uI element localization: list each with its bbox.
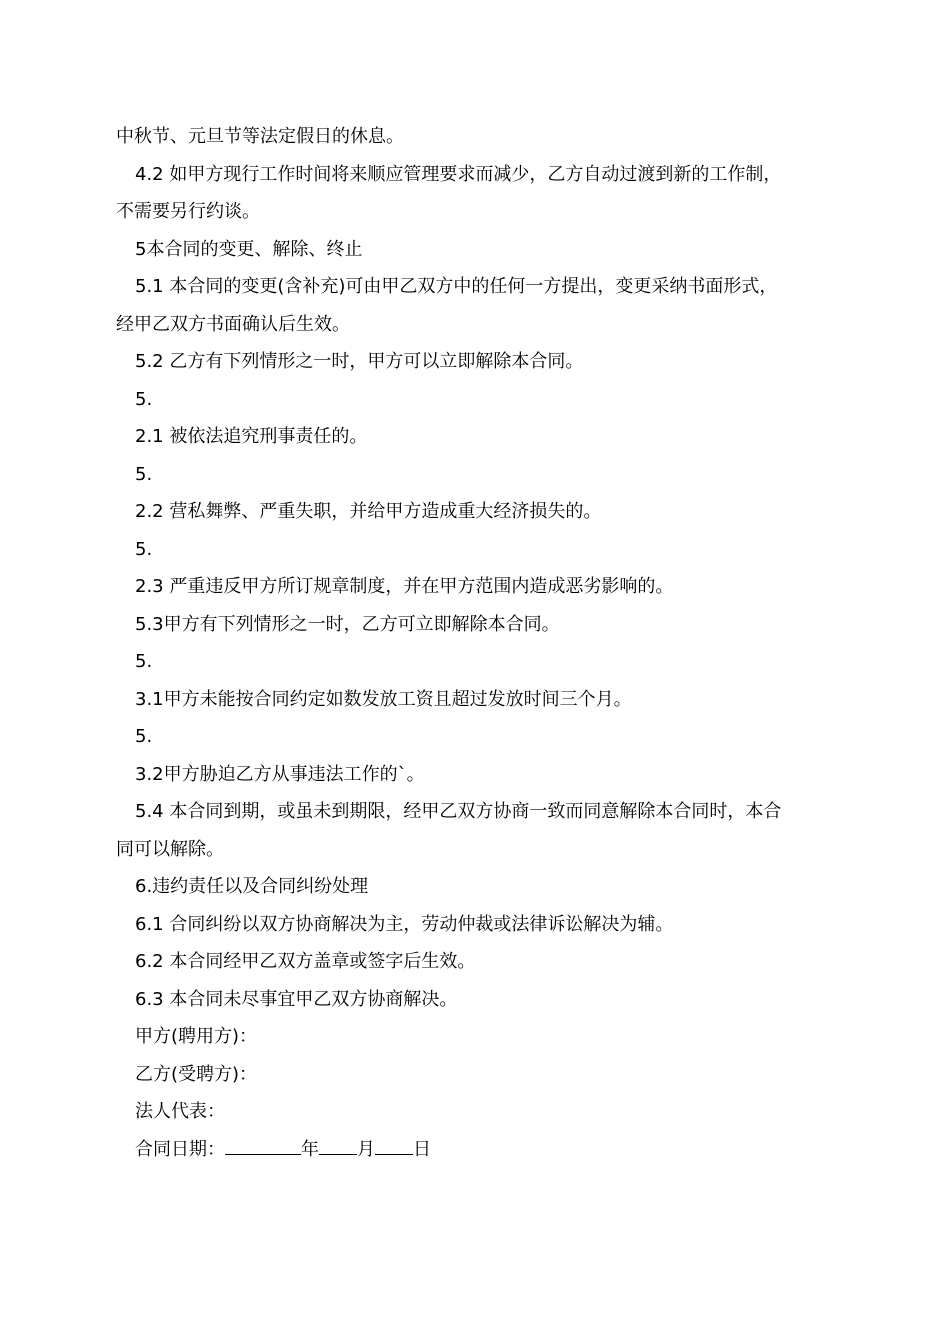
month-label: 月 [357, 1138, 375, 1160]
text-line: 5. [135, 538, 153, 560]
clause-6-3: 6.3 本合同未尽事宜甲乙双方协商解决。 [135, 988, 458, 1010]
clause-5-3: 5.3甲方有下列情形之一时，乙方可立即解除本合同。 [135, 613, 560, 635]
text-line: 经甲乙双方书面确认后生效。 [116, 313, 350, 335]
month-blank [319, 1138, 357, 1155]
contract-date-label: 合同日期： [135, 1138, 225, 1160]
day-label: 日 [413, 1138, 431, 1160]
text-line: 中秋节、元旦节等法定假日的休息。 [116, 126, 404, 147]
section-heading-6: 6.违约责任以及合同纠纷处理 [135, 876, 369, 897]
clause-5-1: 5.1 本合同的变更(含补充)可由甲乙双方中的任何一方提出，变更采纳书面形式， [135, 276, 778, 297]
clause-5-2-2: 2.2 营私舞弊、严重失职，并给甲方造成重大经济损失的。 [135, 501, 602, 522]
contract-body [116, 118, 836, 1168]
party-a-signature-line: 甲方(聘用方)： [135, 1026, 258, 1047]
clause-5-4: 5.4 本合同到期，或虽未到期限，经甲乙双方协商一致而同意解除本合同时，本合 [135, 801, 782, 822]
clause-5-2-1: 2.1 被依法追究刑事责任的。 [135, 426, 368, 447]
clause-5-3-2: 3.2甲方胁迫乙方从事违法工作的`。 [135, 763, 425, 785]
year-label: 年 [301, 1138, 319, 1160]
clause-5-2-3: 2.3 严重违反甲方所订规章制度，并在甲方范围内造成恶劣影响的。 [135, 576, 674, 597]
clause-6-2: 6.2 本合同经甲乙双方盖章或签字后生效。 [135, 951, 476, 972]
text-line: 5. [135, 726, 153, 747]
clause-4-2: 4.2 如甲方现行工作时间将来顺应管理要求而减少，乙方自动过渡到新的工作制， [135, 163, 782, 185]
text-line: 5. [135, 388, 153, 410]
text-line: 同可以解除。 [116, 838, 224, 860]
party-b-signature-line: 乙方(受聘方)： [135, 1063, 258, 1085]
clause-6-1: 6.1 合同纠纷以双方协商解决为主，劳动仲裁或法律诉讼解决为辅。 [135, 913, 674, 935]
contract-date-line [116, 1131, 836, 1169]
text-line: 5. [135, 651, 153, 672]
text-line: 不需要另行约谈。 [116, 201, 260, 222]
section-heading-5: 5本合同的变更、解除、终止 [135, 238, 363, 260]
year-blank [225, 1138, 301, 1155]
text-line: 5. [135, 463, 153, 485]
day-blank [375, 1138, 413, 1155]
clause-5-3-1: 3.1甲方未能按合同约定如数发放工资且超过发放时间三个月。 [135, 688, 632, 710]
clause-5-2: 5.2 乙方有下列情形之一时，甲方可以立即解除本合同。 [135, 351, 584, 372]
legal-representative-line: 法人代表： [135, 1101, 225, 1122]
